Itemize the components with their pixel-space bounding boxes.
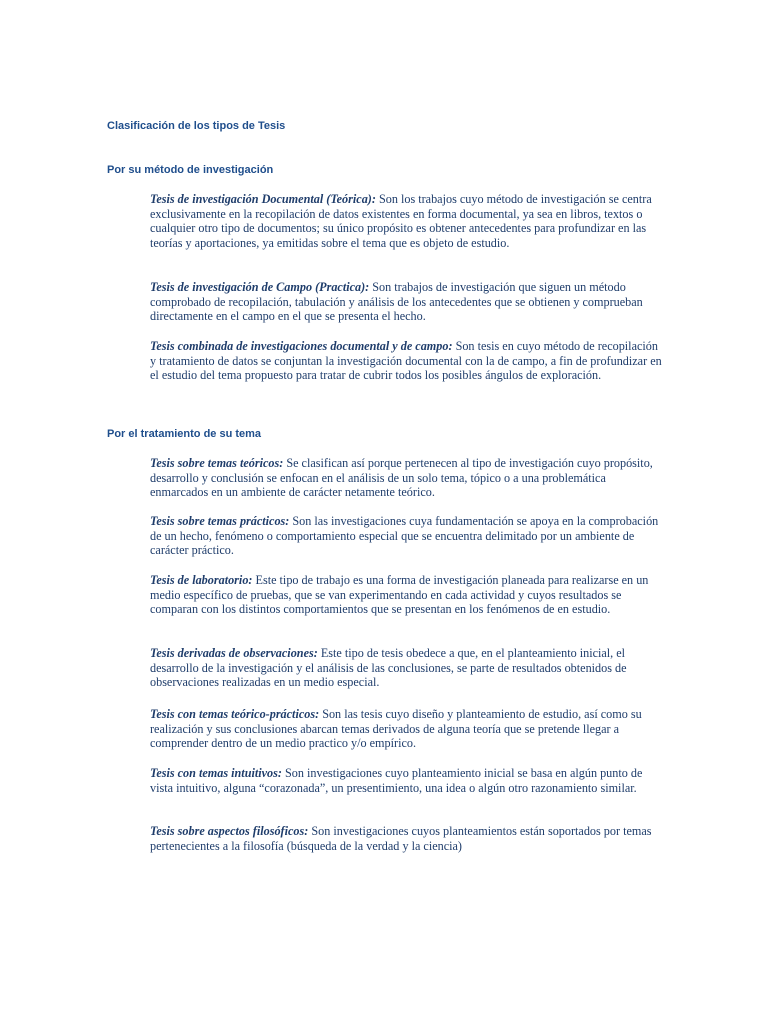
entry-text: Son las tesis cuyo diseño y planteamiento de estudio, así como su realización y sus conclusiones abarcan temas derivados de alguna teoría que se pretende llegar a comprender dentro de un medio practico y/o empírico. (150, 707, 642, 751)
entry-temas-practicos (150, 514, 662, 558)
entry-text: Son tesis en cuyo método de recopilación y tratamiento de datos se conjuntan la investigación documental con la de campo, a fin de profundizar en el estudio del tema propuesto para tratar de cubrir todos los posibles ángulos de exploración. (150, 339, 662, 383)
entry-term: Tesis sobre temas prácticos: (150, 514, 290, 528)
entry-filosoficos (150, 824, 662, 853)
entry-laboratorio (150, 573, 662, 617)
entry-term: Tesis combinada de investigaciones documental y de campo: (150, 339, 453, 353)
entry-term: Tesis sobre temas teóricos: (150, 456, 284, 470)
entry-tesis-documental (150, 192, 662, 250)
entry-observaciones (150, 646, 662, 690)
entry-term: Tesis sobre aspectos filosóficos: (150, 824, 309, 838)
entry-text: Son investigaciones cuyos planteamientos están soportados por temas pertenecientes a la filosofía (búsqueda de la verdad y la ciencia) (150, 824, 652, 853)
entry-tesis-campo (150, 280, 662, 324)
entry-tesis-combinada (150, 339, 662, 383)
entry-term: Tesis de laboratorio: (150, 573, 253, 587)
section-heading-tratamiento: Por el tratamiento de su tema (107, 428, 262, 440)
section-heading-metodo: Por su método de investigación (107, 164, 274, 176)
entry-text: Son los trabajos cuyo método de investigación se centra exclusivamente en la recopilación de datos existentes en forma documental, ya sea en libros, textos o cualquier otro tipo de documentos; su único propósito es obtener antecedentes para profundizar en las teorías y aportaciones, ya emitidas sobre el tema que es objeto de estudio. (150, 192, 652, 250)
entry-term: Tesis con temas teórico-prácticos: (150, 707, 320, 721)
entry-teorico-practicos (150, 707, 662, 751)
entry-text: Son las investigaciones cuya fundamentación se apoya en la comprobación de un hecho, fenómeno o comportamiento especial que se encuentra delimitado por un ambiente de carácter práctico. (150, 514, 659, 558)
entry-intuitivos (150, 766, 662, 795)
entry-text: Son investigaciones cuyo planteamiento inicial se basa en algún punto de vista intuitivo, alguna “corazonada”, un presentimiento, una idea o algún otro razonamiento similar. (150, 766, 643, 795)
entry-term: Tesis de investigación de Campo (Practica): (150, 280, 370, 294)
entry-term: Tesis de investigación Documental (Teórica): (150, 192, 376, 206)
entry-temas-teoricos (150, 456, 662, 500)
entry-text: Se clasifican así porque pertenecen al tipo de investigación cuyo propósito, desarrollo y conclusión se enfocan en el análisis de un solo tema, tópico o a una problemática enmarcados en un ambiente de carácter netamente teórico. (150, 456, 653, 500)
entry-term: Tesis con temas intuitivos: (150, 766, 282, 780)
entry-text: Este tipo de tesis obedece a que, en el planteamiento inicial, el desarrollo de la investigación y el análisis de las conclusiones, se parte de resultados obtenidos de observaciones realizadas en un medio especial. (150, 646, 627, 690)
entry-term: Tesis derivadas de observaciones: (150, 646, 318, 660)
entry-text: Este tipo de trabajo es una forma de investigación planeada para realizarse en un medio específico de pruebas, que se van experimentando en cada actividad y cuyos resultados se comparan con los distintos comportamientos que se presentan en los fenómenos de en estudio. (150, 573, 649, 617)
entry-text: Son trabajos de investigación que siguen un método comprobado de recopilación, tabulación y análisis de los antecedentes que se obtienen y comprueban directamente en el campo en el que se presenta el hecho. (150, 280, 643, 324)
document-title: Clasificación de los tipos de Tesis (107, 120, 286, 132)
